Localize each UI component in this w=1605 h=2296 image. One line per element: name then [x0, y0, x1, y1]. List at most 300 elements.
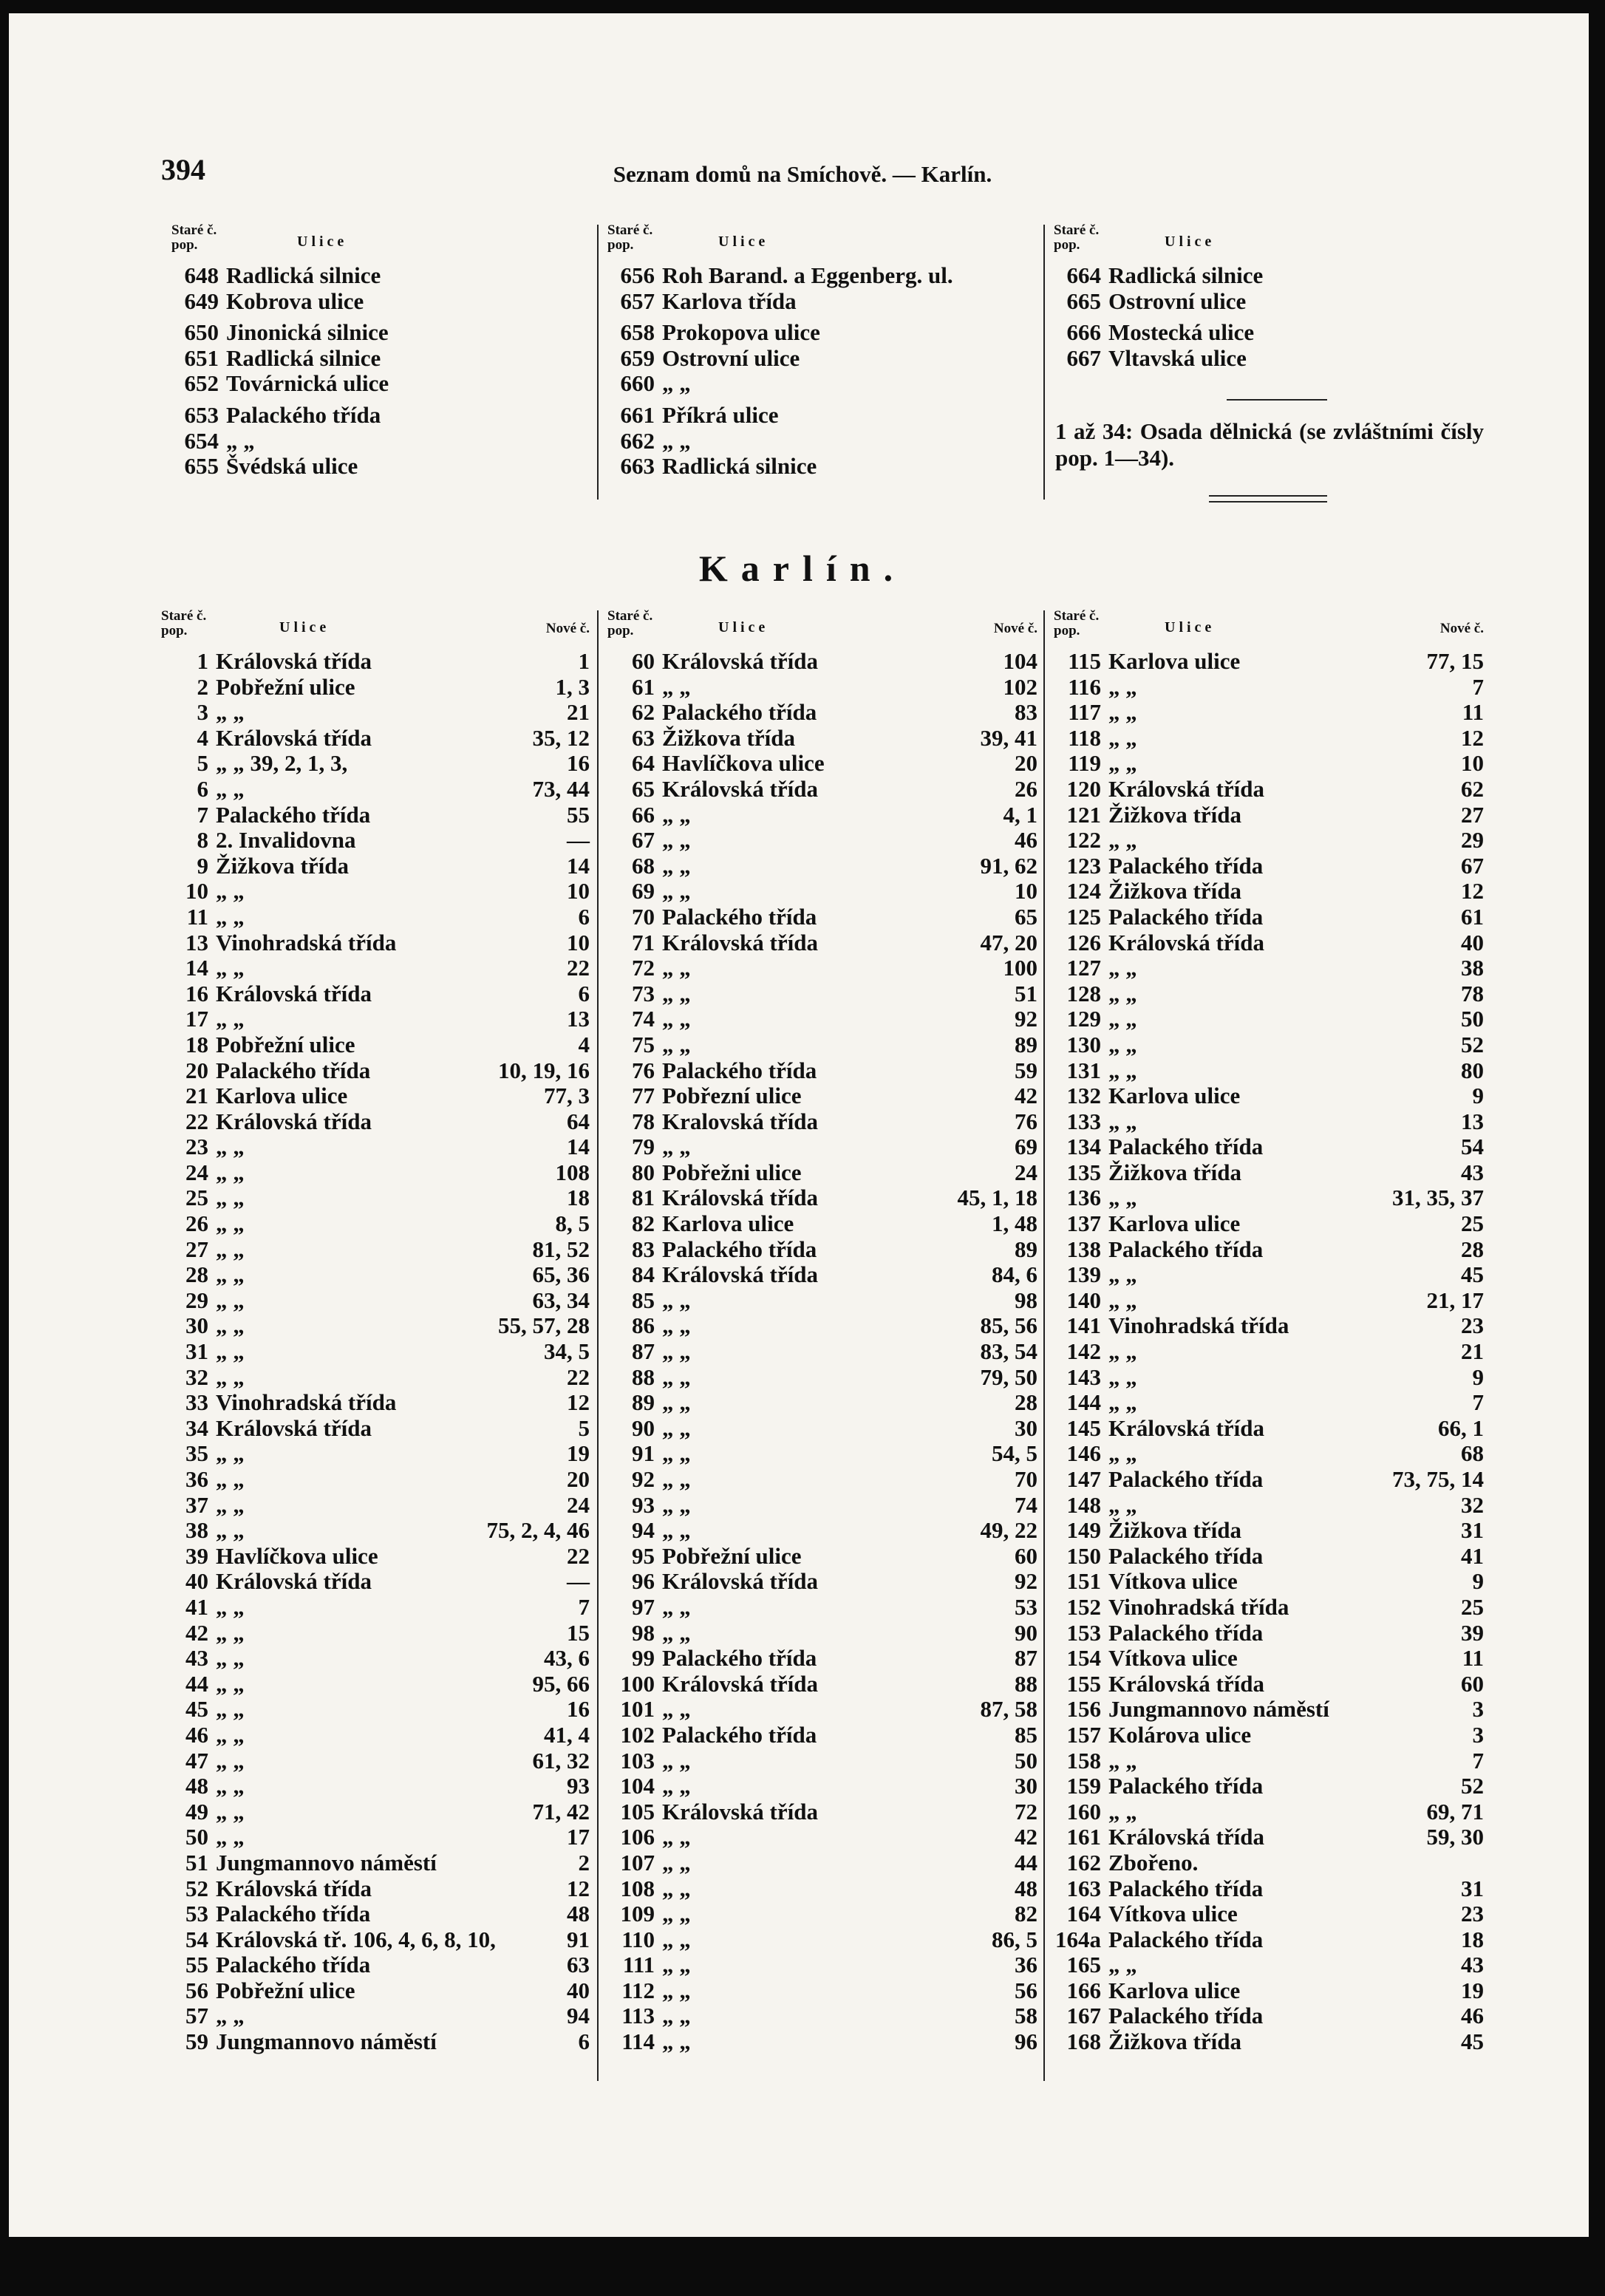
street-name: Karlova ulice: [1108, 1210, 1241, 1237]
new-number: 23: [1461, 1901, 1484, 1927]
street-name: „ „: [662, 1287, 691, 1313]
street-name: „ „: [216, 1236, 245, 1262]
street-name: „ „: [216, 903, 245, 930]
new-number: 20: [1015, 750, 1037, 777]
old-number: 75: [632, 1031, 655, 1057]
old-number: 136: [1066, 1185, 1101, 1211]
old-number: 82: [632, 1210, 655, 1237]
street-name: Královská třída: [662, 1798, 818, 1825]
new-number: 28: [1461, 1236, 1484, 1262]
list-item: [1054, 1339, 1484, 1365]
old-number: 130: [1066, 1031, 1101, 1057]
street-name: „ „: [216, 1287, 245, 1313]
list-item: [161, 1518, 590, 1544]
new-number: 85: [1015, 1721, 1037, 1748]
new-number: 65, 36: [532, 1261, 590, 1288]
new-number: 41, 4: [544, 1721, 590, 1748]
street-name: Královská třída: [1108, 1414, 1264, 1441]
street-name: „ „: [216, 1798, 245, 1825]
list-item: [161, 675, 590, 701]
old-number: 44: [185, 1670, 208, 1697]
list-item: [1054, 981, 1484, 1007]
list-item: [161, 1723, 590, 1748]
list-item: [607, 675, 1037, 701]
list-item: [171, 429, 423, 454]
new-number: 10: [1461, 750, 1484, 777]
street-name: „ „: [662, 878, 691, 905]
new-number: 42: [1015, 1083, 1037, 1109]
old-number: 69: [632, 878, 655, 905]
list-item: [161, 1901, 590, 1927]
old-number: 94: [632, 1517, 655, 1544]
new-number: 9: [1472, 1568, 1484, 1595]
list-item: [1054, 803, 1484, 828]
old-number: 157: [1066, 1721, 1101, 1748]
list-item: [161, 1134, 590, 1160]
old-number: 27: [185, 1236, 208, 1262]
old-number: 167: [1066, 2003, 1101, 2029]
new-number: 2: [578, 1849, 590, 1876]
header-old-number: Staré č. pop.: [607, 222, 653, 253]
street-name: Radlická silnice: [226, 262, 381, 288]
list-item: [607, 1595, 1037, 1621]
new-number: 43: [1461, 1952, 1484, 1978]
list-item: [1054, 700, 1484, 726]
list-item: [1054, 905, 1484, 930]
old-number: 155: [1066, 1670, 1101, 1697]
list-item: [607, 1927, 1037, 1953]
old-number: 658: [620, 319, 655, 346]
new-number: 98: [1015, 1287, 1037, 1313]
old-number: 73: [632, 980, 655, 1006]
street-name: Karlova ulice: [216, 1083, 348, 1109]
new-number: 44: [1015, 1849, 1037, 1876]
list-item: [607, 930, 1037, 956]
old-number: 28: [185, 1261, 208, 1288]
list-item: [161, 1672, 590, 1697]
street-name: Karlova ulice: [1108, 648, 1241, 674]
new-number: 90: [1015, 1619, 1037, 1646]
new-number: 61, 32: [532, 1747, 590, 1774]
new-number: 65: [1015, 903, 1037, 930]
list-item: [161, 828, 590, 854]
list-item: [1054, 320, 1482, 346]
street-name: Královská třída: [216, 1568, 372, 1595]
old-number: 40: [185, 1568, 208, 1595]
street-name: Palackého třída: [1108, 1773, 1264, 1799]
old-number: 663: [620, 453, 655, 480]
new-number: 67: [1461, 852, 1484, 879]
street-name: Žižkova třída: [1108, 1159, 1241, 1185]
new-number: 85, 56: [980, 1312, 1037, 1339]
new-number: 6: [578, 980, 590, 1006]
list-item: [1054, 2029, 1484, 2055]
column-divider: [1043, 225, 1045, 500]
old-number: 122: [1066, 827, 1101, 854]
list-item: [1054, 1109, 1484, 1135]
list-item: [607, 1876, 1037, 1902]
new-number: 30: [1015, 1773, 1037, 1799]
street-name: Palackého třída: [1108, 852, 1264, 879]
new-number: 63, 34: [532, 1287, 590, 1313]
street-name: „ „: [662, 801, 691, 828]
old-number: 51: [185, 1849, 208, 1876]
header-old-number: Staré č. pop.: [161, 608, 207, 638]
street-name: „ „: [662, 1824, 691, 1850]
old-number: 93: [632, 1491, 655, 1518]
old-number: 118: [1068, 724, 1101, 751]
header-street: Ulice: [718, 619, 769, 636]
list-item: [161, 1850, 590, 1876]
old-number: 4: [197, 724, 208, 751]
list-item: [171, 371, 423, 397]
list-item: [161, 777, 590, 803]
old-number: 166: [1066, 1977, 1101, 2003]
old-number: 159: [1066, 1773, 1101, 1799]
street-name: „ „: [1108, 699, 1137, 726]
old-number: 128: [1066, 980, 1101, 1006]
list-item: [161, 700, 590, 726]
list-item: [171, 403, 423, 429]
street-name: Jungmannovo náměstí: [216, 2028, 437, 2055]
list-item: [1054, 1185, 1484, 1211]
list-item: [161, 1083, 590, 1109]
new-number: 4: [578, 1031, 590, 1057]
old-number: 664: [1066, 262, 1101, 288]
old-number: 168: [1066, 2028, 1101, 2055]
old-number: 121: [1066, 801, 1101, 828]
old-number: 103: [620, 1747, 655, 1774]
list-item: [161, 1825, 590, 1850]
street-name: Ostrovní ulice: [1108, 287, 1247, 314]
street-name: Ostrovní ulice: [662, 344, 800, 371]
new-number: 81, 52: [532, 1236, 590, 1262]
old-number: 97: [632, 1593, 655, 1620]
list-item: [161, 981, 590, 1007]
column-divider: [1043, 610, 1045, 2081]
new-number: 7: [1472, 1747, 1484, 1774]
header-street: Ulice: [1165, 234, 1216, 250]
street-name: Mostecká ulice: [1108, 319, 1255, 346]
list-item: [607, 1288, 1037, 1314]
new-number: 34, 5: [544, 1338, 590, 1365]
old-number: 134: [1066, 1134, 1101, 1160]
new-number: 47, 20: [980, 929, 1037, 955]
old-number: 30: [185, 1312, 208, 1339]
list-item: [161, 879, 590, 905]
new-number: 94: [567, 2003, 590, 2029]
list-item: [607, 346, 1043, 372]
street-name: Královská třída: [662, 929, 818, 955]
column-divider: [597, 225, 599, 500]
old-number: 109: [620, 1901, 655, 1927]
new-number: 43: [1461, 1159, 1484, 1185]
street-name: Žižkova třída: [1108, 2028, 1241, 2055]
new-number: 84, 6: [992, 1261, 1037, 1288]
street-name: „ „: [216, 1517, 245, 1544]
street-name: Továrnická ulice: [226, 370, 389, 397]
street-name: „ „: [216, 1466, 245, 1492]
new-number: 29: [1461, 827, 1484, 854]
new-number: 1, 3: [555, 673, 590, 700]
street-name: „ „: [1108, 1389, 1137, 1416]
street-name: Palackého třída: [662, 1057, 817, 1083]
street-name: „ „: [1108, 1185, 1137, 1211]
list-item: [607, 955, 1037, 981]
street-name: „ „: [216, 1824, 245, 1850]
new-number: 54, 5: [992, 1440, 1037, 1467]
list-item: [1054, 726, 1484, 752]
list-item: [161, 955, 590, 981]
street-name: „ „: [662, 1031, 691, 1057]
list-item: [607, 1544, 1037, 1570]
old-number: 21: [185, 1083, 208, 1109]
old-number: 79: [632, 1134, 655, 1160]
old-number: 59: [185, 2028, 208, 2055]
new-number: 72: [1015, 1798, 1037, 1825]
old-number: 35: [185, 1440, 208, 1467]
old-number: 33: [185, 1389, 208, 1416]
old-number: 74: [632, 1006, 655, 1032]
street-name: Královská třída: [1108, 929, 1264, 955]
old-number: 3: [197, 699, 208, 726]
old-number: 156: [1066, 1696, 1101, 1723]
list-item: [161, 726, 590, 752]
new-number: 61: [1461, 903, 1484, 930]
list-item: [607, 1901, 1037, 1927]
old-number: 83: [632, 1236, 655, 1262]
old-number: 92: [632, 1466, 655, 1492]
old-number: 86: [632, 1312, 655, 1339]
street-name: Palackého třída: [662, 1645, 817, 1672]
new-number: 19: [567, 1440, 590, 1467]
new-number: 77, 15: [1426, 648, 1484, 674]
column-header: [607, 222, 1043, 263]
street-name: „ „: [216, 1185, 245, 1211]
street-name: Příkrá ulice: [662, 401, 779, 428]
list-item: [607, 700, 1037, 726]
street-name: Havlíčkova ulice: [216, 1542, 378, 1569]
new-number: 21: [567, 699, 590, 726]
list-item: [161, 2003, 590, 2029]
street-name: „ „: [662, 1517, 691, 1544]
old-number: 665: [1066, 287, 1101, 314]
street-name: Palackého třída: [1108, 1236, 1264, 1262]
old-number: 117: [1068, 699, 1101, 726]
header-old-number: Staré č. pop.: [1054, 222, 1100, 253]
old-number: 46: [185, 1721, 208, 1748]
list-item: [161, 1621, 590, 1646]
old-number: 16: [185, 980, 208, 1006]
new-number: 12: [567, 1875, 590, 1901]
street-name: „ „: [216, 1440, 245, 1467]
street-name: „ „: [662, 1901, 691, 1927]
list-item: [171, 289, 423, 315]
list-item: [1054, 1723, 1484, 1748]
list-item: [607, 649, 1037, 675]
old-number: 142: [1066, 1338, 1101, 1365]
street-name: „ „: [662, 1593, 691, 1620]
list-item: [607, 2003, 1037, 2029]
new-number: 46: [1461, 2003, 1484, 2029]
street-name: Karlova ulice: [662, 1210, 794, 1237]
old-number: 126: [1066, 929, 1101, 955]
new-number: 40: [567, 1977, 590, 2003]
list-item: [607, 1569, 1037, 1595]
list-item: [607, 1774, 1037, 1799]
new-number: 12: [567, 1389, 590, 1416]
street-name: „ „: [662, 370, 691, 397]
new-number: 79, 50: [980, 1363, 1037, 1390]
street-name: Královská třída: [216, 1875, 372, 1901]
old-number: 98: [632, 1619, 655, 1646]
street-name: Palackého třída: [1108, 1619, 1264, 1646]
street-name: „ „: [216, 1210, 245, 1237]
list-item: [607, 371, 1043, 397]
new-number: 12: [1461, 724, 1484, 751]
street-name: „ „: [216, 1159, 245, 1185]
new-number: 25: [1461, 1210, 1484, 1237]
list-item: [1054, 930, 1484, 956]
new-number: 54: [1461, 1134, 1484, 1160]
old-number: 32: [185, 1363, 208, 1390]
new-number: 69: [1015, 1134, 1037, 1160]
list-item: [1054, 263, 1482, 289]
old-number: 31: [185, 1338, 208, 1365]
old-number: 96: [632, 1568, 655, 1595]
old-number: 129: [1066, 1006, 1101, 1032]
street-name: Královská třída: [1108, 1670, 1264, 1697]
old-number: 13: [185, 929, 208, 955]
street-name: Palackého třída: [1108, 1466, 1264, 1492]
list-item: [607, 429, 1043, 454]
new-number: 87, 58: [980, 1696, 1037, 1723]
street-name: „ „: [216, 1773, 245, 1799]
new-number: 49, 22: [980, 1517, 1037, 1544]
old-number: 29: [185, 1287, 208, 1313]
list-item: [1054, 675, 1484, 701]
street-name: „ „: [662, 673, 691, 700]
old-number: 54: [185, 1926, 208, 1952]
street-name: Kralovská třída: [662, 1108, 818, 1134]
old-number: 57: [185, 2003, 208, 2029]
street-name: Palackého třída: [1108, 1875, 1264, 1901]
list-item: [1054, 1288, 1484, 1314]
street-name: Palackého třída: [1108, 2003, 1264, 2029]
street-name: Havlíčkova ulice: [662, 750, 825, 777]
new-number: 31, 35, 37: [1392, 1185, 1484, 1211]
list-item: [1054, 1313, 1484, 1339]
list-item: [1054, 1850, 1484, 1876]
old-number: 55: [185, 1952, 208, 1978]
street-name: „ „: [1108, 1057, 1137, 1083]
old-number: 23: [185, 1134, 208, 1160]
new-number: 88: [1015, 1670, 1037, 1697]
new-number: 52: [1461, 1773, 1484, 1799]
karlin-column-3: [1054, 607, 1484, 2055]
list-item: [607, 1441, 1037, 1467]
column-header: [607, 607, 1037, 649]
old-number: 153: [1066, 1619, 1101, 1646]
list-item: [161, 1748, 590, 1774]
old-number: 60: [632, 648, 655, 674]
list-item: [607, 905, 1037, 930]
new-number: 22: [567, 1542, 590, 1569]
list-item: [607, 1237, 1037, 1263]
street-name: Vítkova ulice: [1108, 1645, 1238, 1672]
new-number: 3: [1472, 1696, 1484, 1723]
new-number: 45: [1461, 1261, 1484, 1288]
old-number: 120: [1066, 775, 1101, 802]
old-number: 161: [1066, 1824, 1101, 1850]
old-number: 8: [197, 827, 208, 854]
street-name: „ „: [662, 1363, 691, 1390]
street-name: Pobřežní ulice: [216, 1031, 355, 1057]
list-item: [161, 1544, 590, 1570]
street-name: Vítkova ulice: [1108, 1901, 1238, 1927]
old-number: 77: [632, 1083, 655, 1109]
new-number: 104: [1003, 648, 1037, 674]
list-item: [1054, 649, 1484, 675]
list-item: [607, 289, 1043, 315]
list-item: [607, 1313, 1037, 1339]
old-number: 657: [620, 287, 655, 314]
street-name: „ „: [1108, 1798, 1137, 1825]
list-item: [1054, 1978, 1484, 2004]
scan-border-bottom: [0, 2237, 1605, 2296]
old-number: 20: [185, 1057, 208, 1083]
street-name: „ „: [662, 1952, 691, 1978]
list-item: [607, 1621, 1037, 1646]
street-name: „ „: [662, 1414, 691, 1441]
old-number: 660: [620, 370, 655, 397]
new-number: 38: [1461, 955, 1484, 981]
old-number: 143: [1066, 1363, 1101, 1390]
column-divider: [597, 610, 599, 2081]
list-item: [1054, 1672, 1484, 1697]
list-item: [161, 1288, 590, 1314]
list-item: [161, 1006, 590, 1032]
new-number: 10: [567, 878, 590, 905]
new-number: 108: [555, 1159, 590, 1185]
new-number: 43, 6: [544, 1645, 590, 1672]
list-item: [161, 1390, 590, 1416]
street-name: „ „: [216, 2003, 245, 2029]
new-number: 18: [1461, 1926, 1484, 1952]
list-item: [1054, 879, 1484, 905]
street-name: Karlova ulice: [1108, 1977, 1241, 2003]
street-name: Královská třída: [216, 648, 372, 674]
street-name: Královská třída: [662, 1185, 818, 1211]
street-name: Pobřezní ulice: [662, 1083, 802, 1109]
old-number: 148: [1066, 1491, 1101, 1518]
street-name: Královská třída: [662, 1670, 818, 1697]
list-item: [607, 777, 1037, 803]
street-name: Švédská ulice: [226, 453, 358, 480]
street-name: Vinohradská třída: [1108, 1312, 1289, 1339]
street-name: Žižkova třída: [662, 724, 795, 751]
list-item: [607, 1160, 1037, 1186]
street-name: Palackého třída: [216, 801, 371, 828]
list-item: [171, 454, 423, 480]
street-name: „ „: [662, 955, 691, 981]
old-number: 101: [620, 1696, 655, 1723]
karlin-column-2: [607, 607, 1037, 2055]
old-number: 48: [185, 1773, 208, 1799]
list-item: [607, 1416, 1037, 1442]
list-item: [161, 1211, 590, 1237]
header-old-number: Staré č. pop.: [171, 222, 217, 253]
